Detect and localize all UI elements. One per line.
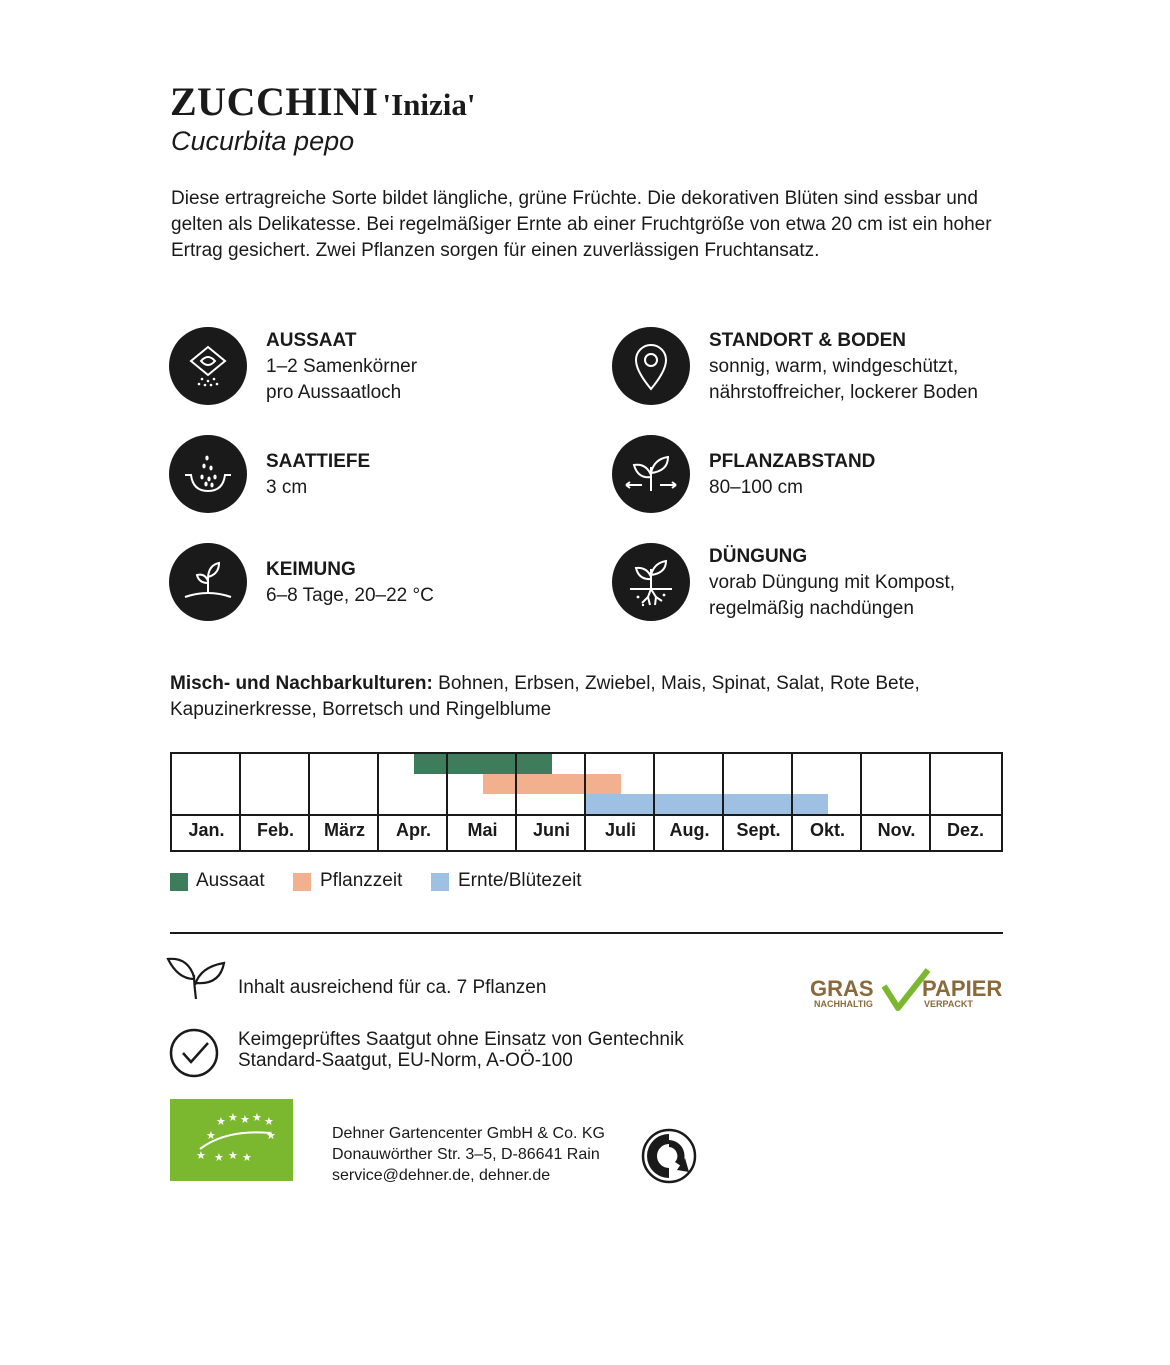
standort-heading: STANDORT & BODEN [709, 330, 907, 351]
svg-text:★: ★ [240, 1113, 250, 1126]
company-address: Donauwörther Str. 3–5, D-86641 Rain [332, 1146, 600, 1163]
svg-text:★: ★ [216, 1115, 226, 1128]
legend-swatch-pflanzzeit [293, 873, 311, 891]
companion-label: Misch- und Nachbarkulturen: [170, 673, 433, 694]
aussaat-line1: 1–2 Samenkörner [266, 356, 418, 377]
legend-label-aussaat: Aussaat [196, 870, 265, 891]
legend-label-pflanzzeit: Pflanzzeit [320, 870, 403, 891]
month-label: Juli [604, 820, 636, 840]
leaves-icon [164, 953, 228, 1007]
product-name: ZUCCHINI [170, 79, 379, 124]
svg-text:★: ★ [228, 1149, 238, 1162]
month-label: Mai [467, 820, 498, 840]
content-amount: Inhalt ausreichend für ca. 7 Pflanzen [238, 977, 547, 998]
seed-packet-icon [169, 327, 247, 405]
product-title [170, 78, 476, 125]
graspapier-nachhaltig: NACHHALTIG [814, 999, 873, 1009]
sowing-calendar [170, 752, 1003, 852]
graspapier-verpackt: VERPACKT [924, 999, 973, 1009]
quality-line2: Standard-Saatgut, EU-Norm, A-OÖ-100 [238, 1050, 573, 1071]
keimung-line1: 6–8 Tage, 20–22 °C [266, 585, 434, 606]
location-pin-icon [612, 327, 690, 405]
saattiefe-line1: 3 cm [266, 477, 308, 498]
month-label: Sept. [736, 820, 781, 840]
legend-label-ernte: Ernte/Blütezeit [458, 870, 582, 891]
graspapier-logo [810, 968, 1005, 1012]
svg-text:★: ★ [264, 1115, 274, 1128]
svg-text:★: ★ [266, 1129, 276, 1142]
check-circle-icon [168, 1026, 222, 1084]
divider-line [170, 932, 1003, 934]
svg-text:★: ★ [196, 1149, 206, 1162]
svg-text:★: ★ [214, 1151, 224, 1164]
legend-swatch-ernte [431, 873, 449, 891]
pflanzabstand-line1: 80–100 cm [709, 477, 804, 498]
eu-organic-logo [170, 1099, 293, 1181]
sowing-depth-icon [169, 435, 247, 513]
month-label: Okt. [809, 820, 845, 840]
product-description: Diese ertragreiche Sorte bildet längliche, grüne Früchte. Die dekorativen Blüten sind essbar und gelten als Delikatesse. Bei regelmäßiger Ernte ab einer Fruchtgröße von etwa 20 cm ist ein hoher Ertrag gesichert. Zwei Pflanzen sorgen für einen zuverlässigen Fruchtansatz. [171, 188, 992, 261]
plant-spacing-icon [612, 435, 690, 513]
product-variety: 'Inizia' [382, 87, 476, 122]
svg-text:★: ★ [206, 1129, 216, 1142]
plant-roots-icon [612, 543, 690, 621]
duengung-heading: DÜNGUNG [709, 546, 808, 567]
duengung-line2: regelmäßig nachdüngen [709, 598, 914, 619]
keimung-heading: KEIMUNG [266, 559, 356, 580]
month-label: Nov. [877, 820, 916, 840]
month-label: Aug. [669, 820, 710, 840]
svg-text:★: ★ [228, 1111, 238, 1124]
standort-line1: sonnig, warm, windgeschützt, [709, 356, 959, 377]
graspapier-papier: PAPIER [922, 976, 1003, 1001]
aussaat-heading: AUSSAAT [266, 330, 357, 351]
standort-line2: nährstoffreicher, lockerer Boden [709, 382, 978, 403]
month-label: März [323, 820, 365, 840]
graspapier-gras: GRAS [810, 976, 874, 1001]
saattiefe-heading: SAATTIEFE [266, 451, 371, 472]
seedling-icon [169, 543, 247, 621]
company-contact: service@dehner.de, dehner.de [332, 1167, 551, 1184]
aussaat-line2: pro Aussaatloch [266, 382, 402, 403]
pflanzabstand-heading: PFLANZABSTAND [709, 451, 876, 472]
companion-plants [170, 671, 1010, 723]
companion-text: Bohnen, Erbsen, Zwiebel, Mais, Spinat, Salat, Rote Bete, Kapuzinerkresse, Borretsch und Ringelblume [170, 673, 920, 720]
month-label: Dez. [946, 820, 984, 840]
calendar-divider [172, 814, 1001, 816]
calendar-grid [170, 752, 1003, 852]
month-label: Jan. [188, 820, 225, 840]
recycling-icon [641, 1128, 697, 1188]
company-name: Dehner Gartencenter GmbH & Co. KG [332, 1125, 605, 1142]
duengung-line1: vorab Düngung mit Kompost, [709, 572, 956, 593]
latin-name: Cucurbita pepo [171, 126, 355, 156]
month-label: Feb. [256, 820, 294, 840]
quality-line1: Keimgeprüftes Saatgut ohne Einsatz von Gentechnik [238, 1029, 684, 1050]
svg-text:★: ★ [242, 1151, 252, 1164]
svg-text:★: ★ [252, 1111, 262, 1124]
month-label: Apr. [395, 820, 431, 840]
month-label: Juni [532, 820, 570, 840]
legend-swatch-aussaat [170, 873, 188, 891]
checkmark-icon [880, 968, 932, 1012]
